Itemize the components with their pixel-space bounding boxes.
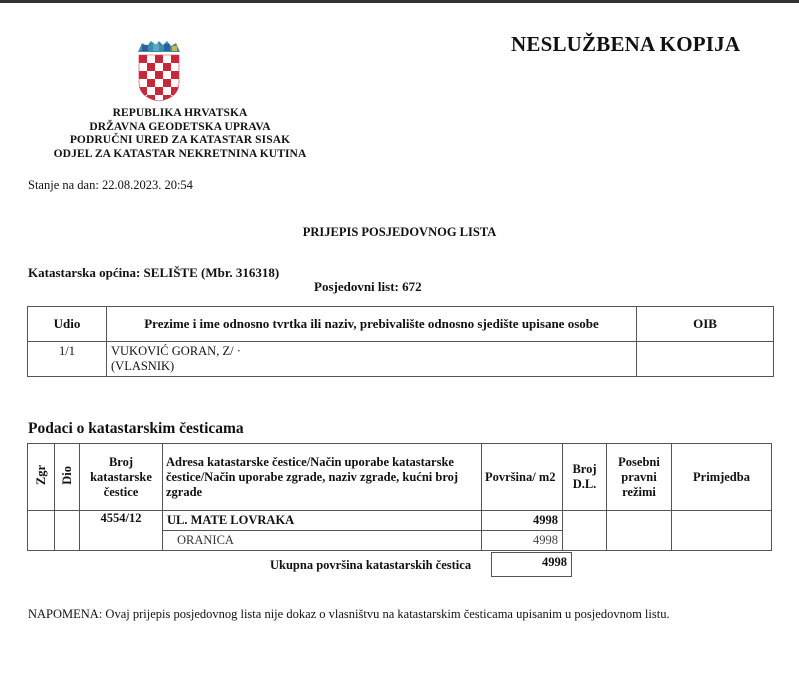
header-parcel-number: Broj katastarske čestice [80,444,163,511]
crest-check [163,63,171,71]
cell-part [55,511,80,551]
crest-check [163,55,171,63]
cell-parcel-number: 4554/12 [80,511,163,551]
total-area-value: 4998 [491,552,572,577]
crest-check [163,79,171,87]
crest-check [147,71,155,79]
header-area: Površina/ m2 [482,444,563,511]
crest-check [171,79,179,87]
crest-check [147,55,155,63]
top-border [0,0,799,3]
crest-check [147,87,155,95]
header-oib: OIB [637,307,774,342]
redaction [262,342,632,374]
header-legal-regimes: Posebni pravni režimi [607,444,672,511]
total-area-label: Ukupna površina katastarskih čestica [270,558,472,572]
crest-check [155,55,163,63]
parcels-header-row [28,444,772,511]
header-share: Udio [28,307,107,342]
institution-line: PODRUČNI URED ZA KATASTAR SISAK [69,134,291,146]
crest-check [147,63,155,71]
parcels-table [27,443,772,551]
document-title: PRIJEPIS POSJEDOVNOG LISTA [302,225,497,239]
institution-line: REPUBLIKA HRVATSKA [112,107,248,119]
crest-check [139,63,147,71]
cell-dl-number [563,511,607,551]
institution-line: ODJEL ZA KATASTAR NEKRETNINA KUTINA [53,147,307,160]
cell-legal-regimes [607,511,672,551]
table-row [28,511,772,531]
crest-check [171,55,179,63]
cell-address: UL. MATE LOVRAKA [163,511,482,531]
croatian-coat-of-arms-icon [136,40,182,102]
cell-area: 4998 [482,531,563,551]
cadastral-municipality: Katastarska općina: SELIŠTE (Mbr. 316318) [28,265,280,280]
crest-check [155,79,163,87]
institution-line: DRŽAVNA GEODETSKA UPRAVA [89,120,271,133]
crest-check [147,95,155,102]
owner-name: VUKOVIĆ GORAN, Z/ · [111,344,241,358]
owner-share: 1/1 [28,342,107,377]
crest-check [147,79,155,87]
status-date: Stanje na dan: 22.08.2023. 20:54 [28,178,193,192]
crest-check [139,55,147,63]
cell-building [28,511,55,551]
header-address: Adresa katastarske čestice/Način uporabe katastarske čestice/Način uporabe zgrade, naziv zgrade, kućni broj zgrade [163,444,482,511]
cell-remark [672,511,772,551]
redaction [645,342,753,372]
header-name: Prezime i ime odnosno tvrtka ili naziv, prebivalište odnosno sjedište upisane osobe [107,307,637,342]
crest-check [171,63,179,71]
footer-note: NAPOMENA: Ovaj prijepis posjedovnog lista nije dokaz o vlasništvu na katastarskim česticama upisanim u posjedovnom listu. [28,607,670,621]
cell-land-use: ORANICA [163,531,482,551]
crest-check [139,79,147,87]
unofficial-copy-stamp: NESLUŽBENA KOPIJA [511,32,741,56]
parcels-section-title: Podaci o katastarskim česticama [28,420,244,437]
header-remark: Primjedba [672,444,772,511]
crest-check [139,71,147,79]
crest-check [155,87,163,95]
header-part: Dio [59,465,74,485]
owners-header-row [28,307,774,342]
crest-check [163,95,171,102]
cell-area: 4998 [482,511,563,531]
crest-check [163,87,171,95]
crest-check [155,63,163,71]
crest-check [155,71,163,79]
crest-check [171,71,179,79]
header-dl-number: Broj D.L. [563,444,607,511]
crest-check [163,71,171,79]
institution-block [20,107,340,161]
owner-role: (VLASNIK) [111,359,175,373]
possession-sheet-number: Posjedovni list: 672 [314,279,422,294]
header-building: Zgr [33,464,48,486]
